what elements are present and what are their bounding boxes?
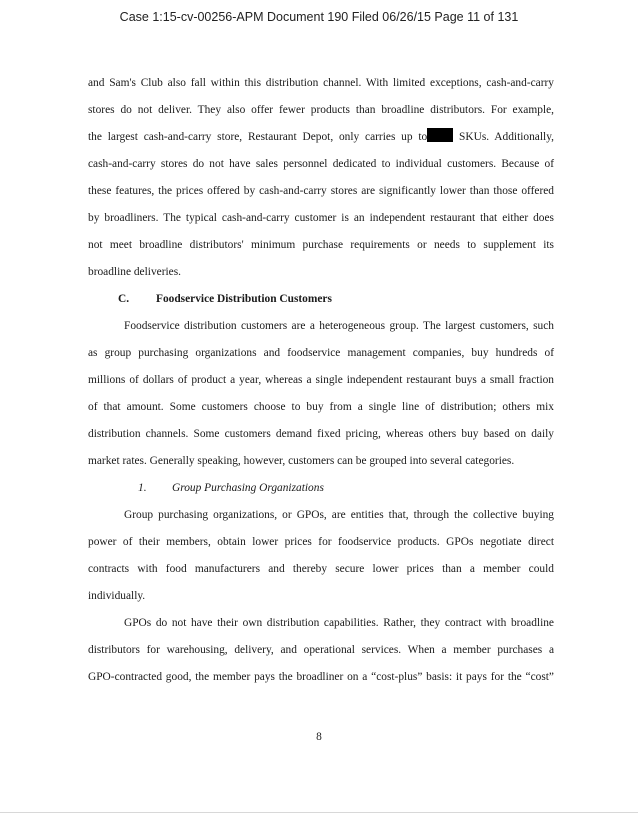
text-line: stores do not deliver. They also offer fewer products than broadline distributors. For example, bbox=[88, 104, 554, 116]
case-header: Case 1:15-cv-00256-APM Document 190 Filed 06/26/15 Page 11 of 131 bbox=[119, 10, 519, 24]
page-number: 8 bbox=[316, 731, 322, 743]
text-line: market rates. Generally speaking, however, customers can be grouped into several categories. bbox=[88, 455, 515, 467]
section-title: Foodservice Distribution Customers bbox=[156, 293, 332, 305]
section-heading bbox=[88, 286, 554, 313]
text-line: and Sam's Club also fall within this distribution channel. With limited exceptions, cash-and-carry bbox=[88, 77, 554, 89]
text-line: Foodservice distribution customers are a heterogeneous group. The largest customers, such bbox=[124, 320, 554, 332]
text-line: power of their members, obtain lower prices for foodservice products. GPOs negotiate direct bbox=[88, 536, 554, 548]
redaction-box bbox=[427, 128, 453, 142]
paragraph-gpo-definition bbox=[88, 502, 554, 610]
text-line: Group purchasing organizations, or GPOs, are entities that, through the collective buying bbox=[124, 509, 554, 521]
subsection-label: 1. bbox=[138, 482, 147, 494]
text-line: cash-and-carry stores do not have sales personnel dedicated to individual customers. Because of bbox=[88, 158, 554, 170]
text-line: distribution channels. Some customers demand fixed pricing, whereas others buy based on daily bbox=[88, 428, 554, 440]
text-line: broadline deliveries. bbox=[88, 266, 181, 278]
text-line: these features, the prices offered by cash-and-carry stores are significantly lower than those offered bbox=[88, 185, 554, 197]
paragraph-customers bbox=[88, 313, 554, 475]
text-line: GPOs do not have their own distribution capabilities. Rather, they contract with broadline bbox=[124, 617, 554, 629]
text-line: by broadliners. The typical cash-and-carry customer is an independent restaurant that either does bbox=[88, 212, 554, 224]
paragraph-gpo-distribution bbox=[88, 610, 554, 691]
text-line: distributors for warehousing, delivery, and operational services. When a member purchases a bbox=[88, 644, 554, 656]
text-line: contracts with food manufacturers and thereby secure lower prices than a member could bbox=[88, 563, 554, 575]
document-body bbox=[88, 70, 554, 691]
scan-edge-divider bbox=[0, 812, 638, 813]
text-line: not meet broadline distributors' minimum purchase requirements or needs to supplement its bbox=[88, 239, 554, 251]
text-line: millions of dollars of product a year, whereas a single independent restaurant buys a small fraction bbox=[88, 374, 554, 386]
section-label: C. bbox=[118, 293, 130, 305]
text-line: individually. bbox=[88, 590, 146, 602]
text-line: as group purchasing organizations and foodservice management companies, buy hundreds of bbox=[88, 347, 554, 359]
text-line: of that amount. Some customers choose to buy from a single line of distribution; others mix bbox=[88, 401, 554, 413]
text-fragment: SKUs. Additionally, bbox=[453, 131, 554, 143]
text-fragment: the largest cash-and-carry store, Restaurant Depot, only carries up to bbox=[88, 131, 428, 143]
subsection-title: Group Purchasing Organizations bbox=[172, 482, 324, 494]
text-line bbox=[88, 124, 554, 151]
text-line: GPO-contracted good, the member pays the broadliner on a “cost-plus” basis: it pays for the “cost” bbox=[88, 671, 554, 683]
subsection-heading bbox=[88, 475, 554, 502]
paragraph-cash-and-carry bbox=[88, 70, 554, 286]
